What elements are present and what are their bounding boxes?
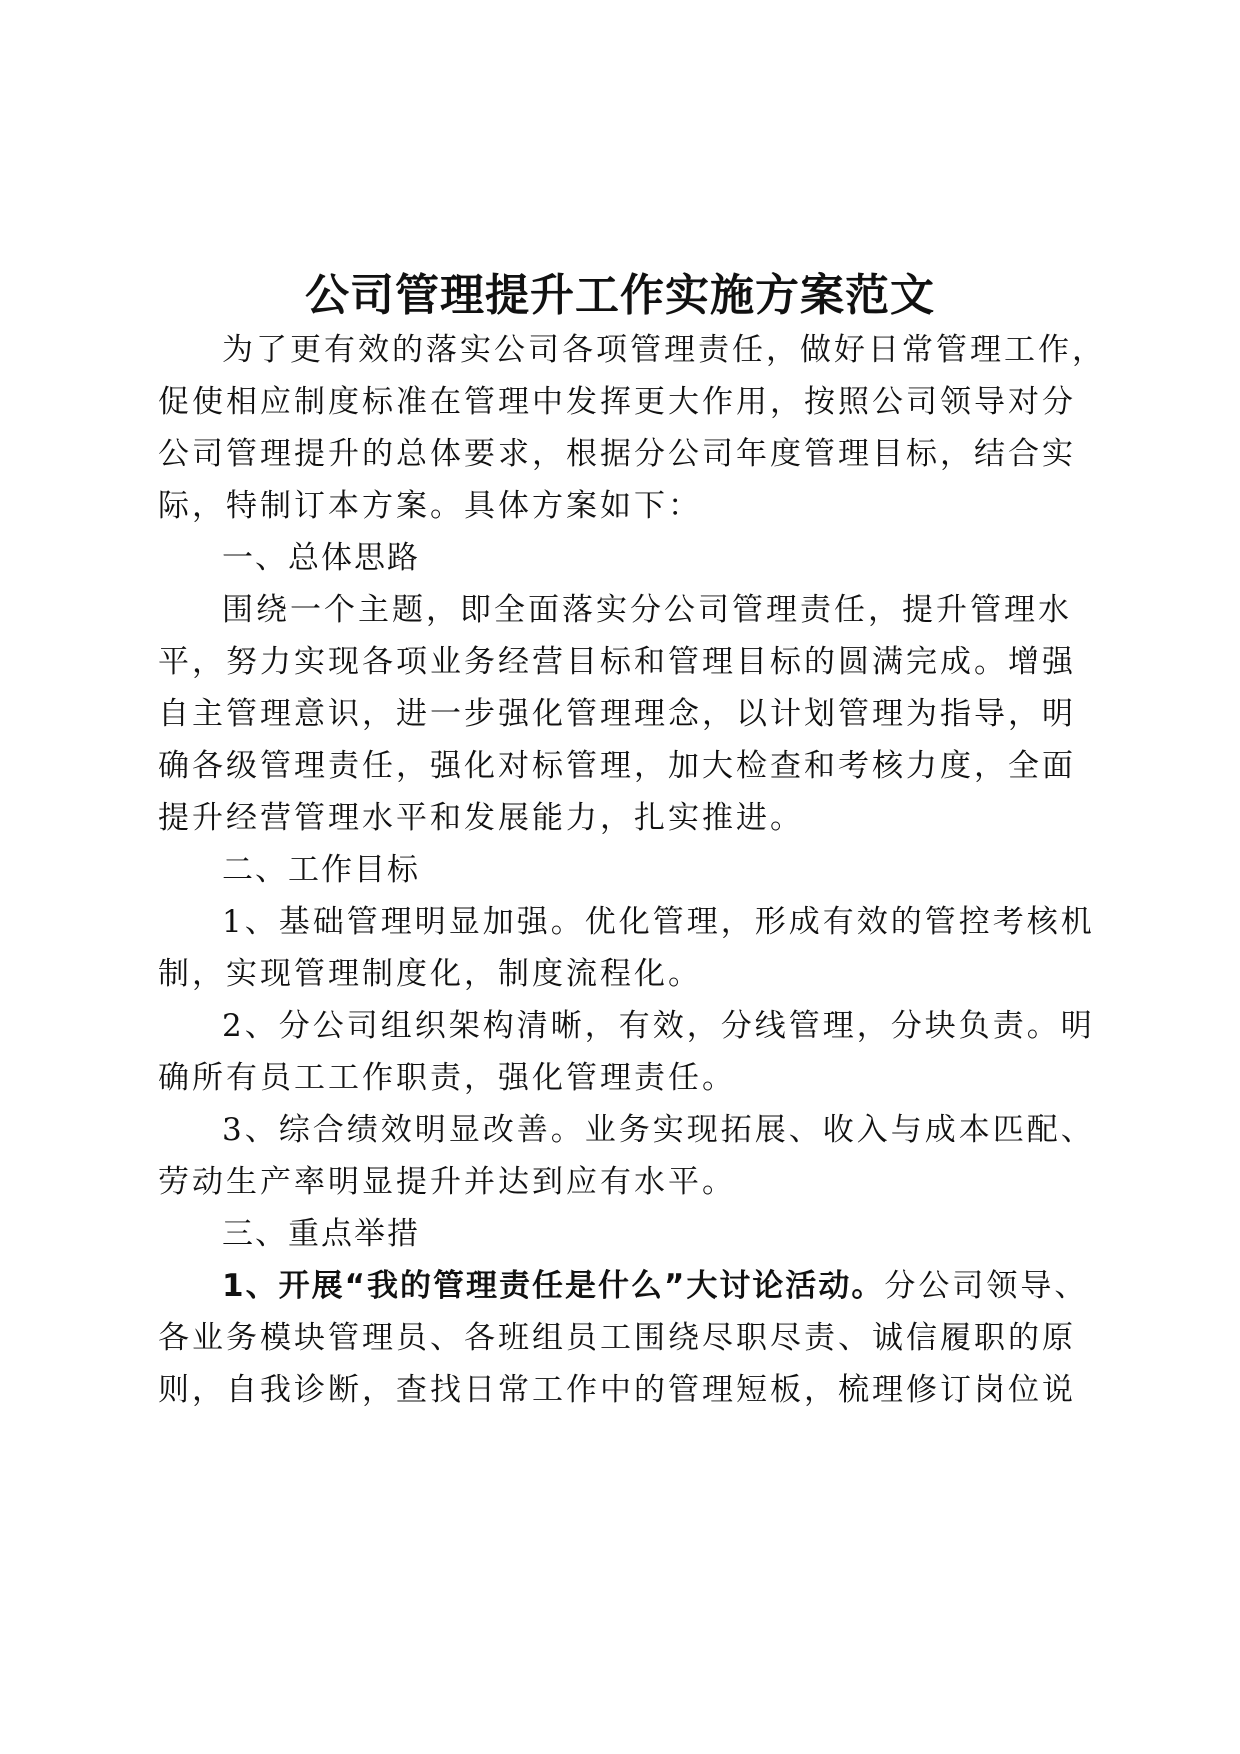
intro-line-4: 际，特制订本方案。具体方案如下： xyxy=(158,488,702,524)
section1-line-1: 围绕一个主题，即全面落实分公司管理责任，提升管理水 xyxy=(222,592,1072,628)
goal-3-line-2: 劳动生产率明显提升并达到应有水平。 xyxy=(158,1164,736,1200)
measure-1-line-1 xyxy=(222,1266,1088,1306)
measure-1-bold-lead: 1、开展“我的管理责任是什么”大讨论活动。 xyxy=(222,1268,885,1304)
section-heading-work-goals: 二、工作目标 xyxy=(222,852,420,888)
section-heading-key-measures: 三、重点举措 xyxy=(222,1216,420,1252)
goal-1-line-1: 1、基础管理明显加强。优化管理，形成有效的管控考核机 xyxy=(222,904,1095,940)
measure-1-line-2: 各业务模块管理员、各班组员工围绕尽职尽责、诚信履职的原 xyxy=(158,1320,1076,1356)
measure-1-lead-rest: 分公司领导、 xyxy=(884,1268,1089,1304)
goal-3-line-1: 3、综合绩效明显改善。业务实现拓展、收入与成本匹配、 xyxy=(222,1112,1095,1148)
measure-1-line-3: 则，自我诊断，查找日常工作中的管理短板，梳理修订岗位说 xyxy=(158,1372,1076,1408)
section1-line-3: 自主管理意识，进一步强化管理理念，以计划管理为指导，明 xyxy=(158,696,1076,732)
goal-1-line-2: 制，实现管理制度化，制度流程化。 xyxy=(158,956,702,992)
goal-2-line-2: 确所有员工工作职责，强化管理责任。 xyxy=(158,1060,736,1096)
section1-line-4: 确各级管理责任，强化对标管理，加大检查和考核力度，全面 xyxy=(158,748,1076,784)
section1-line-5: 提升经营管理水平和发展能力，扎实推进。 xyxy=(158,800,804,836)
intro-line-3: 公司管理提升的总体要求，根据分公司年度管理目标，结合实 xyxy=(158,436,1076,472)
intro-line-1: 为了更有效的落实公司各项管理责任，做好日常管理工作， xyxy=(222,332,1106,368)
goal-2-line-1: 2、分公司组织架构清晰，有效，分线管理，分块负责。明 xyxy=(222,1008,1095,1044)
section1-line-2: 平，努力实现各项业务经营目标和管理目标的圆满完成。增强 xyxy=(158,644,1076,680)
section-heading-overall-approach: 一、总体思路 xyxy=(222,540,420,576)
page-title: 公司管理提升工作实施方案范文 xyxy=(305,270,935,321)
intro-line-2: 促使相应制度标准在管理中发挥更大作用，按照公司领导对分 xyxy=(158,384,1076,420)
